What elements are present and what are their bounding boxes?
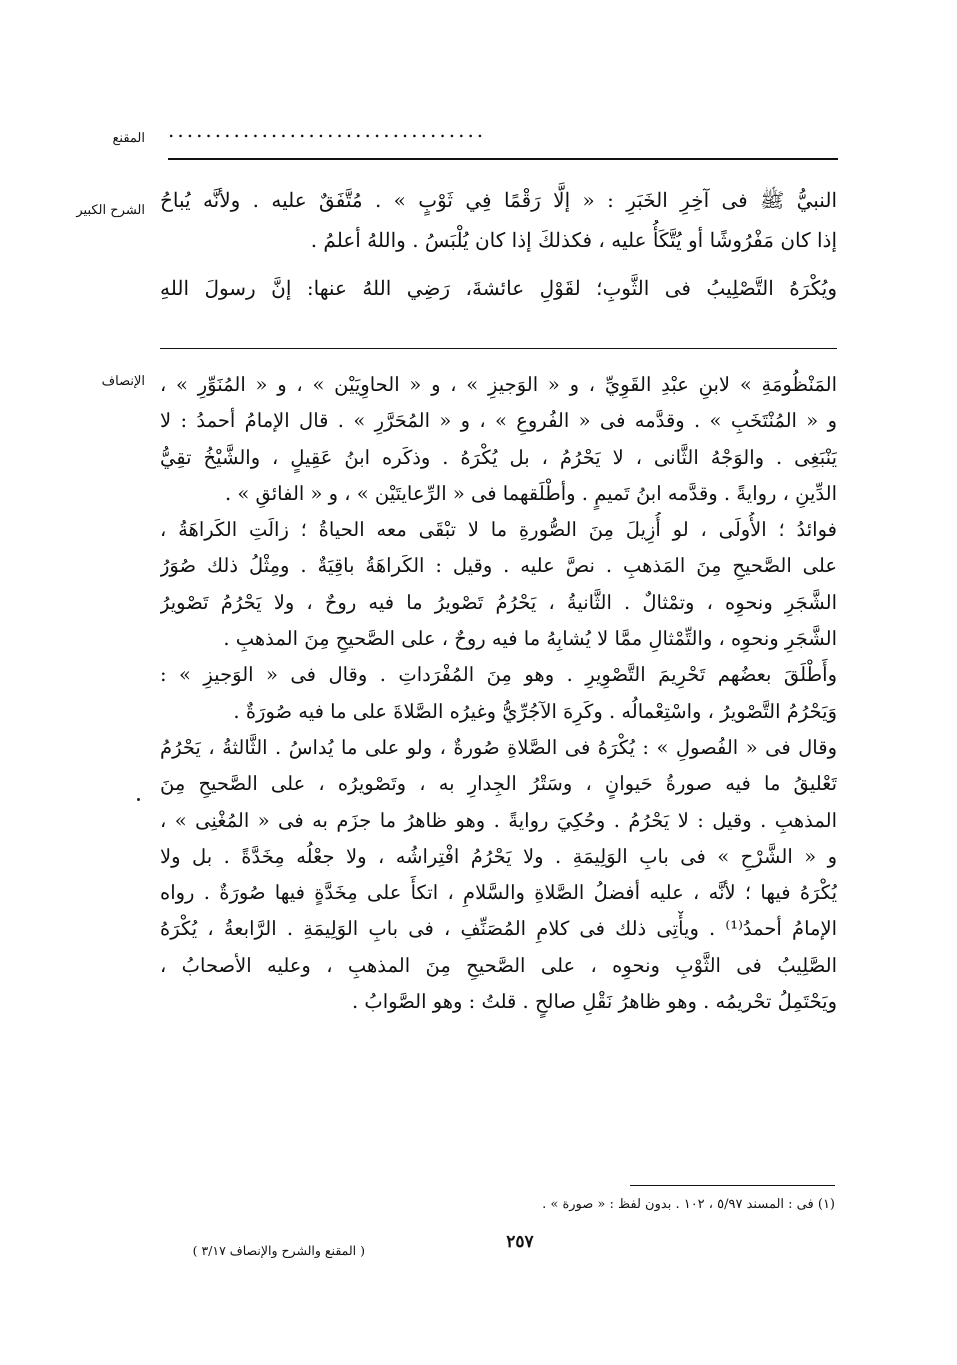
header-dotted-line: .................................. (168, 118, 487, 142)
insaf-line: الإمامُ أحمدُ⁽¹⁾ . ويأْتِى ذلك فى كلامِ المُصَنِّفِ ، فى بابِ الوَلِيمَةِ . الرَّابعةُ ، يُكْرَهُ (160, 917, 837, 941)
header-rule (168, 158, 838, 160)
insaf-line: المَنْظُومَةِ » لابنِ عبْدِ القَوِيِّ ، و « الوَجيزِ » ، و « الحاوِيَيْن » ، و « المُنَوِّرِ » ، (160, 373, 837, 396)
footnote-separator (630, 1185, 835, 1186)
footnote: (١) فى : المسند ٥/٩٧ ، ١٠٢ . بدون لفظ : « صورة » . (542, 1197, 835, 1212)
side-label-insaf: الإنصاف (101, 374, 145, 389)
insaf-line: على الصَّحيحِ مِنَ المَذهبِ . نصَّ عليه . وقيل : الكَراهَةُ باقِيَةٌ . ومِثْلُ ذلك صُوَرُ (160, 554, 837, 578)
insaf-line: تَعْليقُ ما فيه صورةُ حَيوانٍ ، وسَتْرُ الجِدارِ به ، وتَصْويرُه ، على الصَّحيحِ مِنَ (160, 772, 837, 796)
insaf-line: الصَّلِيبُ فى الثَّوْبِ ونحوِه ، على الصَّحيحِ مِنَ المذهبِ ، وعليه الأصحابُ ، (160, 953, 837, 977)
sharh-line: النبيُّ ﷺ فى آخِرِ الخَبَرِ : « إلَّا رَقْمًا فِي ثَوْبٍ » . مُتَّفَقٌ عليه . ولأنَّه يُباحُ (160, 188, 837, 212)
insaf-line: وقال فى « الفُصولِ » : يُكْرَهُ فى الصَّلاةِ صُورةٌ ، ولو على ما يُداسُ . الثَّالثةُ ، يَحْرُمُ (160, 735, 837, 759)
sharh-line: إذا كان مَفْرُوشًا أو يُتَّكَأُ عليه ، فكذلكَ إذا كان يُلْبَسُ . واللهُ أعلمُ . (310, 228, 837, 252)
insaf-line: المذهبِ . وقيل : لا يَحْرُمُ . وحُكِيَ روايةً . وهو ظاهرُ ما جزَم به فى « المُغْنِى » ، (160, 808, 837, 832)
side-label-sharh-kabir: الشرح الكبير (76, 203, 145, 218)
print-signature: ( المقنع والشرح والإنصاف ٣/١٧ ) (192, 1243, 365, 1258)
insaf-section (160, 367, 837, 1020)
insaf-line: وأَطْلَقَ بعضُهم تَحْرِيمَ التَّصْوِيرِ . وهو مِنَ المُفْرَداتِ . وقال فى « الوَجيزِ » : (160, 663, 837, 687)
insaf-line: و « الشَّرْحِ » فى بابِ الوَلِيمَةِ . ولا يَحْرُمُ افْتِراشُه ، ولا جعْلُه مِخَدَّةً . بل ولا (160, 844, 837, 868)
insaf-line: وَيَحْرُمُ التَّصْويرُ ، واسْتِعْمالُه . وكَرِهَ الآجُرِّيُّ وغيرُه الصَّلاةَ على ما فيه صُورَةٌ . (233, 699, 837, 723)
side-label-muqni: المقنع (112, 131, 145, 146)
sharh-line: ويُكْرَهُ التَّصْلِيبُ فى الثَّوبِ؛ لقَوْلِ عائشةَ، رَضِي اللهُ عنها: إنَّ رسولَ اللهِ (160, 276, 837, 300)
insaf-line: فوائدُ ؛ الأُولَى ، لو أُزِيلَ مِنَ الصُّورةِ ما لا تبْقَى معه الحياةُ ؛ زالَتِ الكَراهَةُ ، (160, 518, 837, 542)
insaf-line: الشَّجَرِ ونحوِه ، والتِّمْثالِ ممَّا لا يُشابِهُ ما فيه روحٌ ، على الصَّحيحِ مِنَ المذهبِ . (223, 627, 837, 651)
insaf-line: الشَّجَرِ ونحوِه ، وتمْثالٌ . الثَّانيةُ ، يَحْرُمُ تَصْويرُ ما فيه روحٌ ، ولا يَحْرُمُ تَصْويرُ (160, 590, 837, 614)
insaf-line: و « المُنْتَخَبِ » . وقدَّمه فى « الفُروعِ » ، و « المُحَرَّرِ » . قال الإمامُ أحمدُ : لا (160, 409, 837, 433)
insaf-line: الدِّينِ ، روايةً . وقدَّمه ابنُ تَميمٍ . وأطْلَقهما فى « الرِّعايتَيْن » ، و « الفائقِ » . (224, 481, 837, 505)
insaf-line: يَنْبَغِى . والوَجْهُ الثَّانى ، لا يَحْرُمُ ، بل يُكْرَهُ . وذكَره ابنُ عَقِيلٍ ، والشَّيْخُ تقِيُّ (160, 445, 837, 469)
margin-speck (137, 798, 140, 801)
page-number: ٢٥٧ (506, 1232, 534, 1252)
section-divider (160, 348, 837, 349)
sharh-section (160, 180, 837, 310)
insaf-line: ويَحْتَمِلُ تحْريمُه . وهو ظاهرُ نَقْلِ صالحٍ . قلتُ : وهو الصَّوابُ . (351, 990, 837, 1014)
insaf-line: يُكْرَهُ فيها ؛ لأنَّه ، عليه أفضلُ الصَّلاةِ والسَّلامِ ، اتكأَ على مِخَدَّةٍ فيها صُورَةٌ . رواه (160, 881, 837, 905)
